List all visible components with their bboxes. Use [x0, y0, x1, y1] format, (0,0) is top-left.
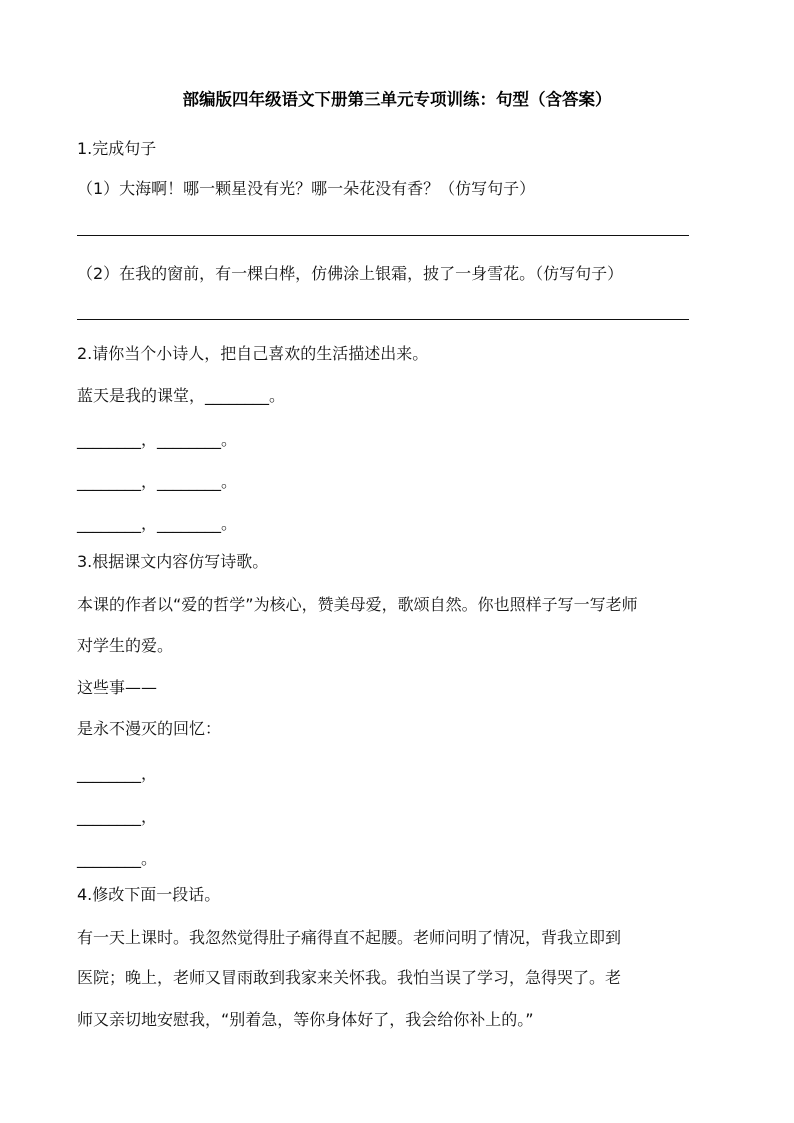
passage-line-1: 有一天上课时。我忽然觉得肚子痛得直不起腰。老师问明了情况，背我立即到: [77, 928, 622, 947]
worksheet-title: 部编版四年级语文下册第三单元专项训练：句型（含答案）: [182, 90, 612, 109]
passage-line-3: 师又亲切地安慰我，“别着急，等你身体好了，我会给你补上的。”: [77, 1010, 534, 1029]
fill-line-1: ________，: [77, 764, 158, 783]
poem-line-2: ________，________。: [77, 430, 238, 449]
answer-blank-line[interactable]: [77, 319, 689, 320]
question-4-heading: 4.修改下面一段话。: [77, 885, 221, 904]
poem-line-1: 蓝天是我的课堂，________。: [77, 386, 286, 405]
example-line-2: 是永不漫灭的回忆：: [77, 719, 222, 738]
fill-line-2: ________，: [77, 807, 158, 826]
question-1-heading: 1.完成句子: [77, 139, 157, 158]
answer-blank-line[interactable]: [77, 235, 689, 236]
question-3-instruction-line-1: 本课的作者以“爱的哲学”为核心，赞美母爱，歌颂自然。你也照样子写一写老师: [77, 595, 638, 614]
question-1-item-1: （1）大海啊！哪一颗星没有光？哪一朵花没有香？（仿写句子）: [77, 179, 536, 198]
poem-line-3: ________，________。: [77, 472, 238, 491]
poem-line-4: ________，________。: [77, 514, 238, 533]
question-3-heading: 3.根据课文内容仿写诗歌。: [77, 552, 269, 571]
question-2-heading: 2.请你当个小诗人，把自己喜欢的生活描述出来。: [77, 344, 429, 363]
passage-line-2: 医院；晚上，老师又冒雨敢到我家来关怀我。我怕当误了学习，急得哭了。老: [77, 968, 622, 987]
question-1-item-2: （2）在我的窗前，有一棵白桦，仿佛涂上银霜，披了一身雪花。（仿写句子）: [77, 264, 624, 283]
fill-line-3: ________。: [77, 849, 158, 868]
example-line-1: 这些事——: [77, 678, 158, 697]
question-3-instruction-line-2: 对学生的爱。: [77, 636, 174, 655]
